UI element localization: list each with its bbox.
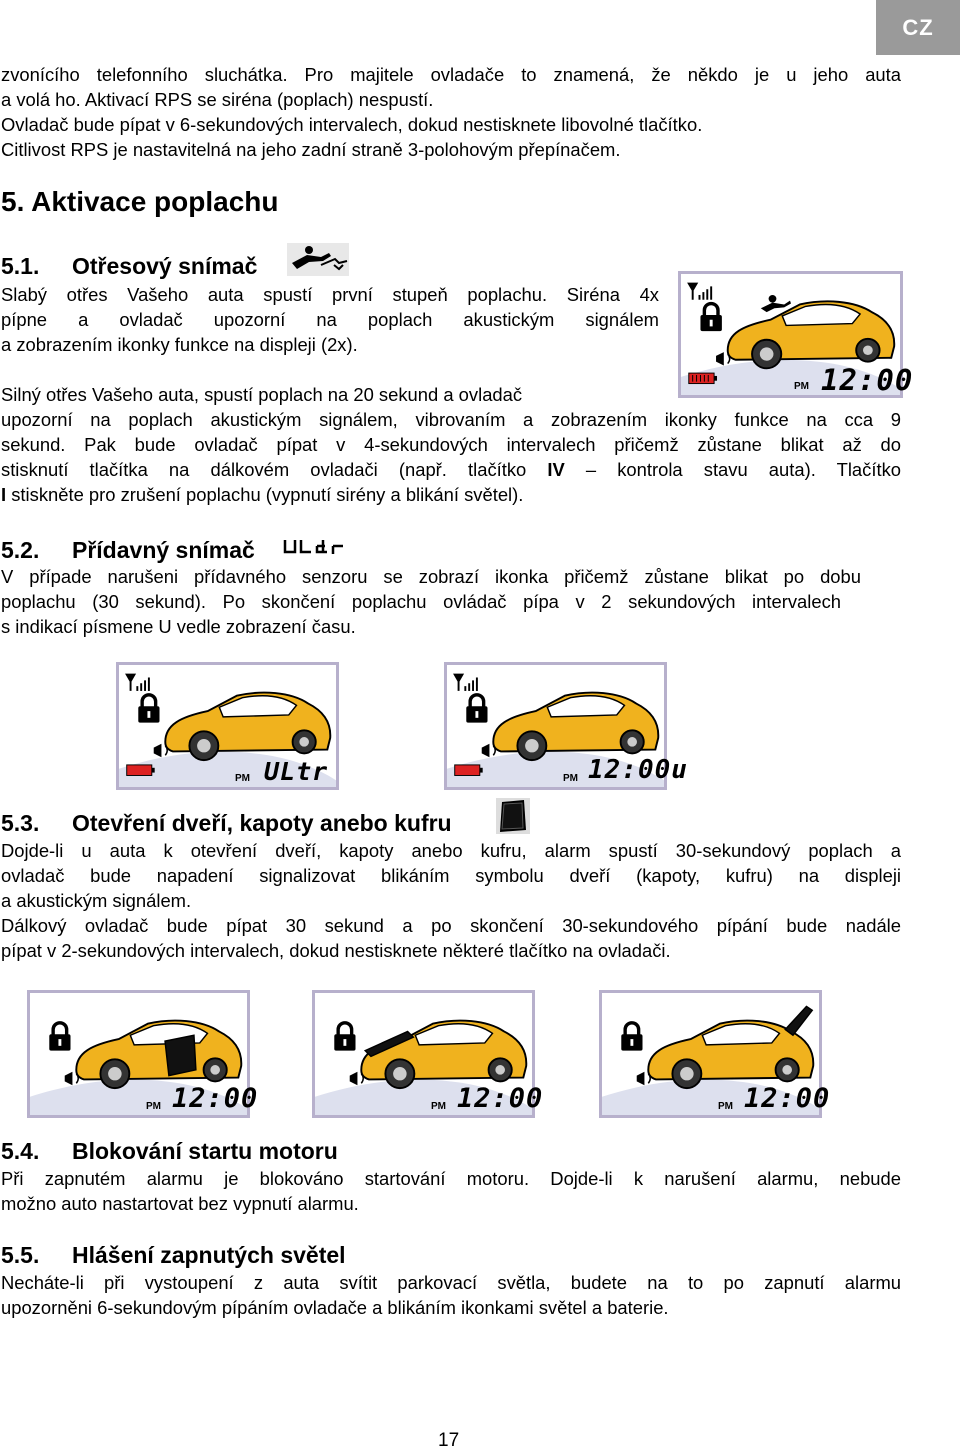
subsection-heading-5-4: [1, 1138, 338, 1165]
antenna-signal-icon: [689, 284, 712, 300]
lcd-display-door-open: [27, 990, 259, 1118]
s51-p2-line-2: upozorní na poplach akustickým signálem, vibrovaním a zobrazením ikonky funkce na cca 9: [1, 409, 901, 430]
s53-line-3: a akustickým signálem.: [1, 890, 192, 911]
s53-line-1: Dojde-li u auta k otevření dveří, kapoty anebo kufru, alarm spustí 30-sekundový poplach a: [1, 840, 901, 861]
language-tab: CZ: [876, 0, 960, 55]
subsection-heading-5-1: [1, 253, 257, 280]
s51-p2-line-5: [1, 482, 523, 507]
s51-p2-line-4: [1, 457, 901, 482]
battery-icon: [689, 373, 717, 383]
shock-sensor-icon: [287, 243, 349, 276]
s51-p2-line-3: sekund. Pak bude ovladač pípat v 4-sekundových intervalech přičemž zůstane blikat až do: [1, 434, 901, 455]
intro-line-1: zvonícího telefonního sluchátka. Pro majitele ovladače to znamená, že někdo je u jeho auta: [1, 64, 901, 85]
lcd-display-ultr: [116, 662, 339, 790]
intro-line-3: Ovladač bude pípat v 6-sekundových intervalech, dokud nestisknete libovolné tlačítko.: [1, 114, 703, 135]
button-iv-label: IV: [547, 459, 565, 480]
door-icon: [496, 798, 530, 834]
s53-line-4: Dálkový ovladač bude pípat 30 sekund a po skončení 30-sekundového pípání bude nadále: [1, 915, 901, 936]
lcd-pm-label: PM: [146, 1101, 161, 1112]
subsection-heading-5-5: [1, 1242, 346, 1269]
s52-line-2: poplachu (30 sekund). Po skončení poplachu ovládač pípa v 2 sekundových intervalech: [1, 591, 841, 612]
s51-p2-text: stiskněte pro zrušení poplachu (vypnutí sirény a blikání světel).: [6, 484, 524, 505]
s53-line-2: ovladač bude napadení signalizovat blikáním symbolu dveří (kapoty, kufru) na displeji: [1, 865, 901, 886]
lcd-time-readout: 12:00: [172, 1083, 259, 1114]
intro-line-2: a volá ho. Aktivací RPS se siréna (poplach) nespustí.: [1, 89, 434, 110]
subsection-title: Hlášení zapnutých světel: [72, 1242, 346, 1268]
intro-line-4: Citlivost RPS je nastavitelná na jeho zadní straně 3-polohovým přepínačem.: [1, 139, 621, 160]
lcd-display-time-u: [444, 662, 688, 790]
lcd-pm-label: PM: [563, 773, 578, 784]
s54-line-2: možno auto nastartovat bez vypnutí alarmu.: [1, 1193, 359, 1214]
subsection-title: Blokování startu motoru: [72, 1138, 338, 1164]
s53-line-5: pípat v 2-sekundových intervalech, dokud nestisknete některé tlačítko na ovladači.: [1, 940, 671, 961]
lcd-time-readout: 12:00: [457, 1083, 544, 1114]
subsection-heading-5-3: [1, 810, 452, 837]
lcd-time-readout: 12:00u: [588, 755, 688, 785]
s55-line-2: upozorněni 6-sekundovým pípáním ovladače a blikáním ikonkami světel a baterie.: [1, 1297, 669, 1318]
s52-line-1: V případe narušeni přídavného senzoru se zobrazí ikonka přičemž zůstane blikat po dobu: [1, 566, 861, 587]
lcd-display-hood-open: [312, 990, 544, 1118]
subsection-title: Otevření dveří, kapoty anebo kufru: [72, 810, 452, 836]
subsection-number: 5.3.: [1, 810, 40, 836]
s51-p1-line-3: a zobrazením ikonky funkce na displeji (2x).: [1, 334, 358, 355]
subsection-number: 5.1.: [1, 253, 40, 279]
lcd-pm-label: PM: [718, 1101, 733, 1112]
lcd-display-shock: [678, 271, 914, 398]
car-illustration: [728, 295, 895, 368]
page-number: 17: [438, 1430, 460, 1451]
lcd-pm-label: PM: [431, 1101, 446, 1112]
s51-p2-text: stisknutí tlačítka na dálkovém ovladači (např. tlačítko: [1, 459, 548, 480]
s51-p2-text: – kontrola stavu auta). Tlačítko: [564, 459, 901, 480]
subsection-heading-5-2: [1, 537, 255, 564]
subsection-number: 5.4.: [1, 1138, 40, 1164]
subsection-title: Otřesový snímač: [72, 253, 258, 279]
lcd-display-trunk-open: [599, 990, 831, 1118]
s51-p1-line-2: pípne a ovladač upozorní na poplach akustickým signálem: [1, 309, 659, 330]
lcd-time-readout: 12:00: [744, 1083, 831, 1114]
s55-line-1: Necháte-li při vystoupení z auta svítit parkovací světla, budete na to po zapnutí alarmu: [1, 1272, 901, 1293]
lock-icon: [700, 304, 721, 332]
horn-icon: [716, 352, 730, 365]
extra-sensor-ultr-icon: [283, 538, 347, 556]
subsection-number: 5.2.: [1, 537, 40, 563]
subsection-number: 5.5.: [1, 1242, 40, 1268]
s52-line-3: s indikací písmene U vedle zobrazení času.: [1, 616, 356, 637]
lcd-time-readout: ULtr: [264, 757, 329, 786]
lcd-pm-label: PM: [235, 773, 250, 784]
subsection-title: Přídavný snímač: [72, 537, 255, 563]
lcd-pm-label: PM: [794, 381, 809, 392]
s51-p1-line-1: Slabý otřes Vašeho auta spustí první stupeň poplachu. Siréna 4x: [1, 284, 659, 305]
button-i-label: I: [1, 484, 7, 505]
lcd-time-readout: 12:00: [821, 363, 914, 397]
section-heading: 5. Aktivace poplachu: [1, 186, 279, 217]
s54-line-1: Při zapnutém alarmu je blokováno startování motoru. Dojde-li k narušení alarmu, nebude: [1, 1168, 901, 1189]
s51-p2-line-1: Silný otřes Vašeho auta, spustí poplach na 20 sekund a ovladač: [1, 384, 523, 405]
